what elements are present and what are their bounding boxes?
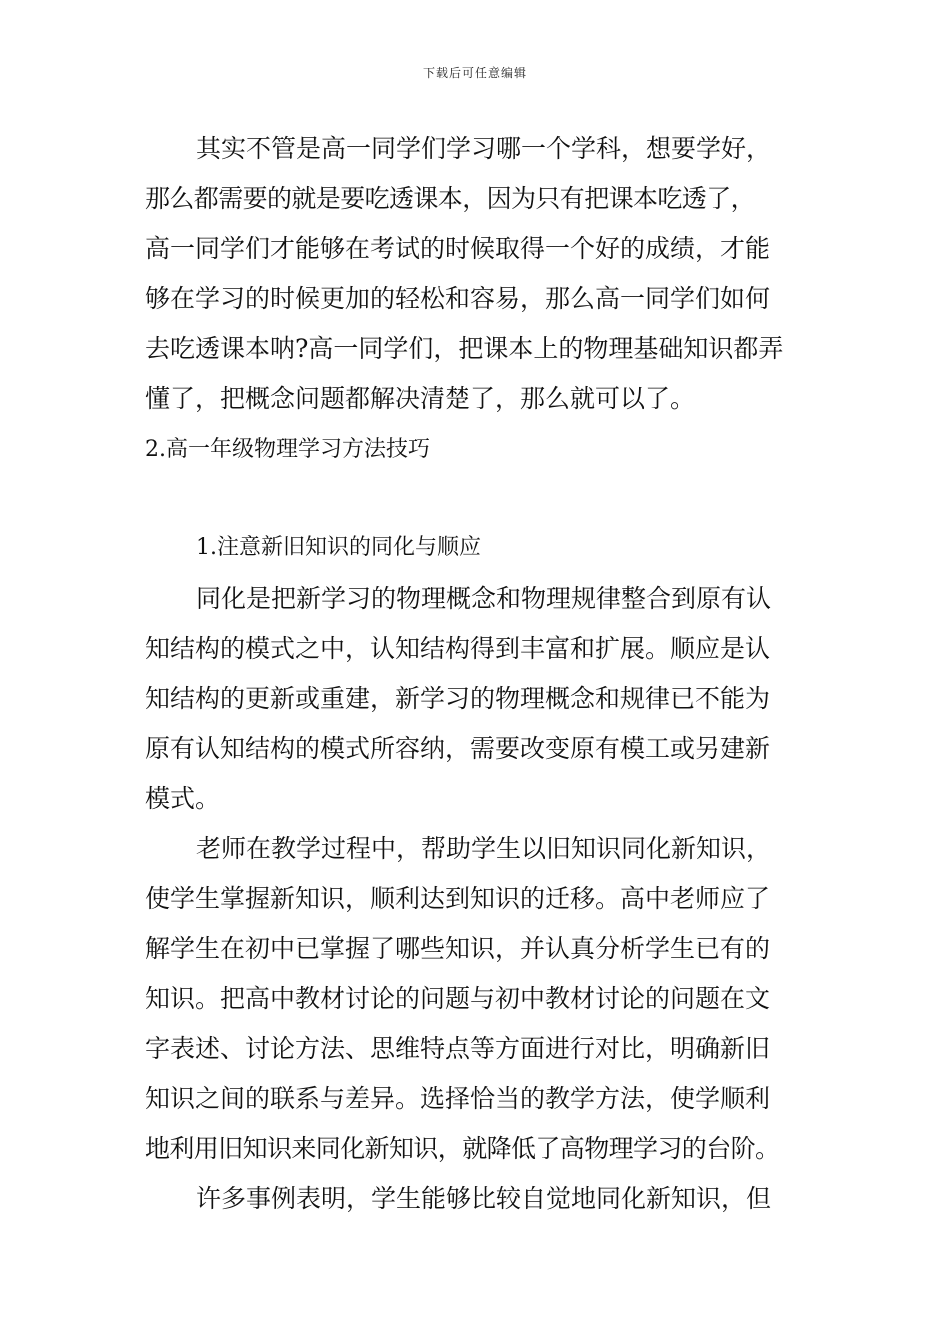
paragraph-line: 模式。: [145, 784, 221, 813]
paragraph-line: 解学生在初中已掌握了哪些知识，并认真分析学生已有的: [145, 934, 771, 963]
paragraph-line: 同化是把新学习的物理概念和物理规律整合到原有认: [196, 584, 772, 613]
paragraph-line: 地利用旧知识来同化新知识，就降低了高物理学习的台阶。: [145, 1134, 780, 1163]
paragraph-line: 知识之间的联系与差异。选择恰当的教学方法，使学顺利: [145, 1084, 771, 1113]
section-heading: 2.高一年级物理学习方法技巧: [145, 437, 430, 462]
paragraph-line: 知识。把高中教材讨论的问题与初中教材讨论的问题在文: [145, 984, 771, 1013]
paragraph-line: 知结构的更新或重建，新学习的物理概念和规律已不能为: [145, 684, 771, 713]
paragraph-line: 其实不管是高一同学们学习哪一个学科，想要学好，: [196, 134, 772, 163]
paragraph-line: 那么都需要的就是要吃透课本，因为只有把课本吃透了，: [145, 184, 756, 213]
subsection-heading: 1.注意新旧知识的同化与顺应: [196, 535, 481, 560]
paragraph-line: 去吃透课本呐?高一同学们，把课本上的物理基础知识都弄: [145, 334, 784, 363]
paragraph-line: 知结构的模式之中，认知结构得到丰富和扩展。顺应是认: [145, 634, 771, 663]
paragraph-line: 老师在教学过程中，帮助学生以旧知识同化新知识，: [196, 834, 772, 863]
paragraph-line: 懂了，把概念问题都解决清楚了，那么就可以了。: [145, 384, 696, 413]
paragraph-line: 许多事例表明，学生能够比较自觉地同化新知识，但: [196, 1184, 772, 1213]
paragraph-line: 够在学习的时候更加的轻松和容易，那么高一同学们如何: [145, 284, 771, 313]
page-header: 下载后可任意编辑: [422, 66, 527, 80]
paragraph-line: 字表述、讨论方法、思维特点等方面进行对比，明确新旧: [145, 1034, 771, 1063]
paragraph-line: 使学生掌握新知识，顺利达到知识的迁移。高中老师应了: [145, 884, 771, 913]
paragraph-line: 高一同学们才能够在考试的时候取得一个好的成绩，才能: [145, 234, 771, 263]
paragraph-line: 原有认知结构的模式所容纳，需要改变原有模工或另建新: [145, 734, 771, 763]
